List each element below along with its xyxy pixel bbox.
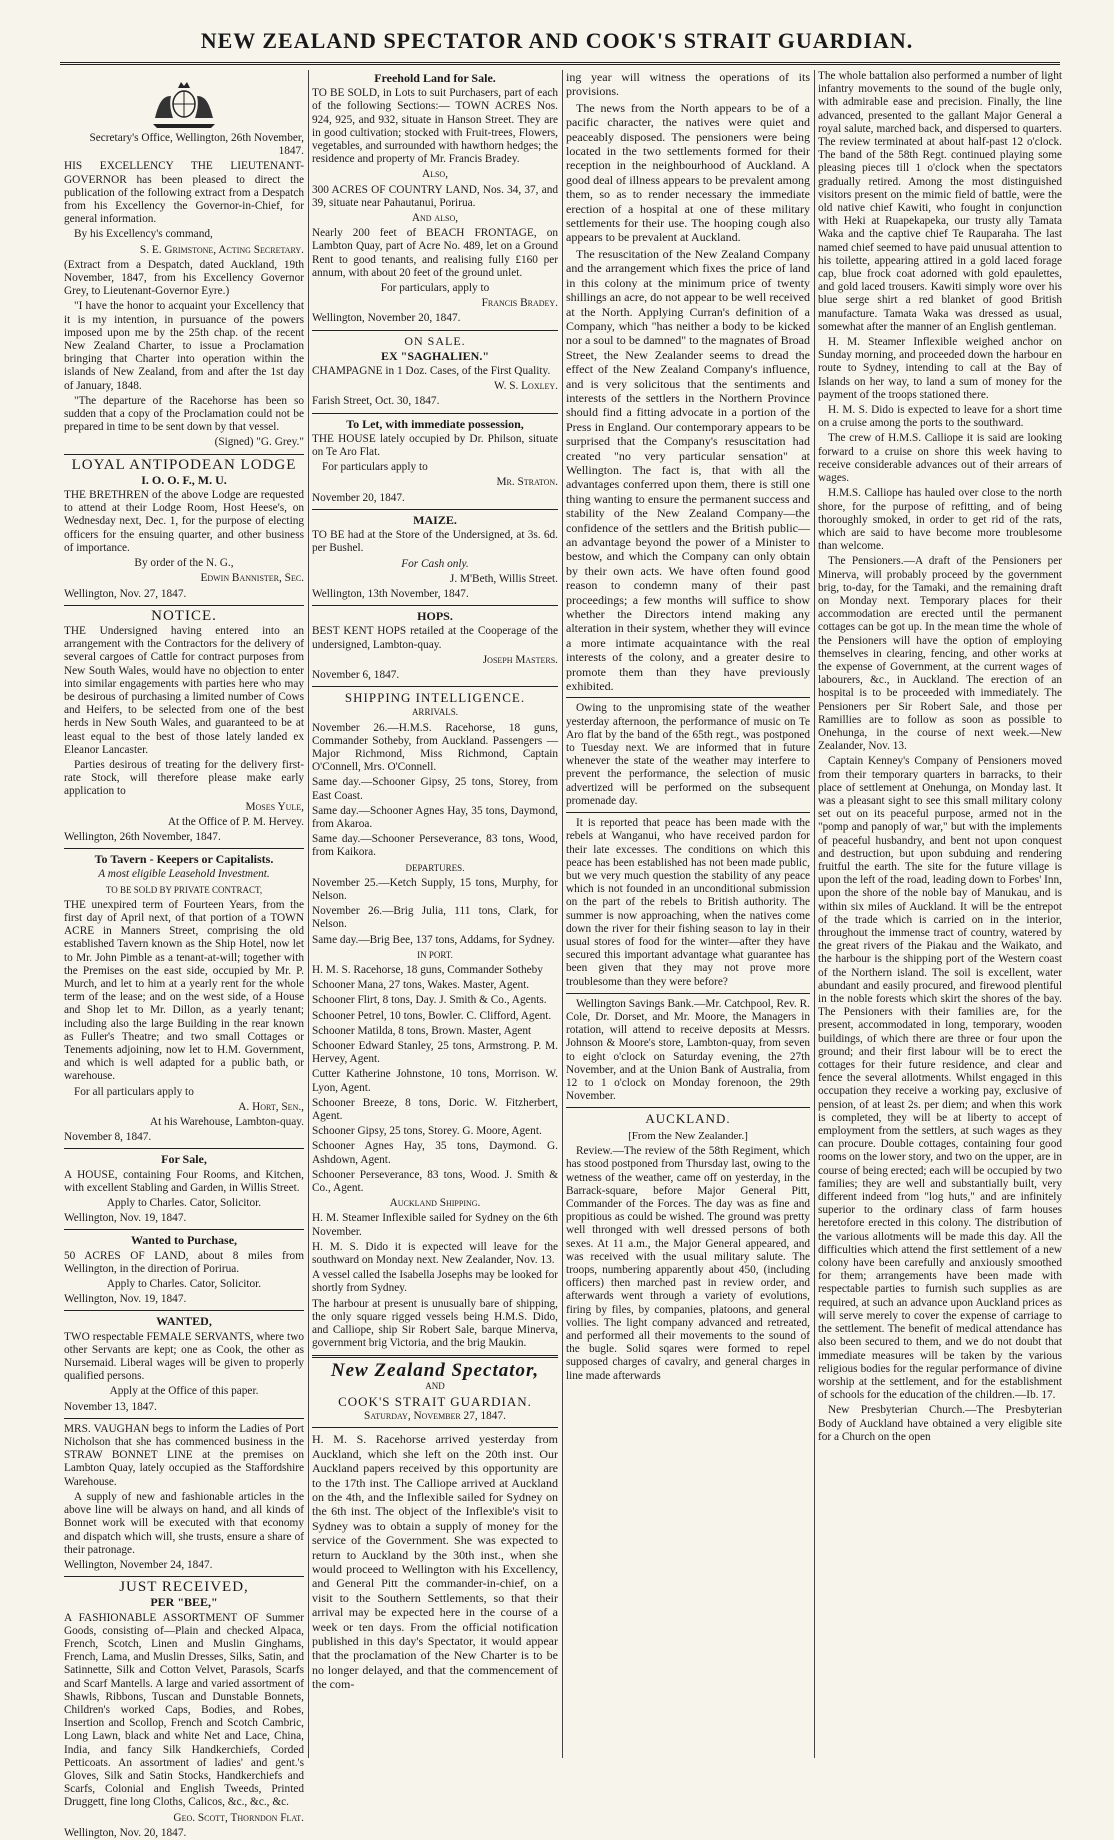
shipping-title: SHIPPING INTELLIGENCE.: [344, 690, 526, 706]
champagne-subtitle: EX "SAGHALIEN.": [380, 348, 489, 363]
tavern-place: At his Warehouse, Lambton-quay.: [149, 1116, 304, 1129]
news-item: Wellington Savings Bank.—Mr. Catchpool, Rev. R. Cole, Dr. Dorset, and Mr. Moore, the Managers in rotation, will attend to receive deposits at Messrs. Johnson & Moore's store, Lambton-quay, from seven to eight o'clock on Saturday evening, the 27th November, and at the Union Bank of Australia, from 12 to 1 o'clock on Monday forenoon, the 29th November.: [566, 997, 810, 1103]
news-item: Review.—The review of the 58th Regiment, which has stood postponed from Thursday last, owing to the wetness of the weather, came off on yesterday, in the Barrack-square, before Major General Pitt, Commander of the Forces. The day was as fine and propitious as could be wished. The ground was pretty well thronged with well dressed persons of both sexes. At 11 a.m., the Major General appeared, and was received with the usual military salute. The troops, numbering apparently about 450, (including officers) then marched past in review order, and afterwards went through a variety of evolutions, firing by files, by companies, platoons, and general vollies. The light company advanced and retreated, and performed all their movements to the sound of the bugle. Solid sqares were formed to repel supposed charges of cavalry, and general charges in line made afterwards: [566, 1145, 810, 1382]
tolet-signature: Mr. Straton.: [496, 476, 558, 489]
wanted-title: Wanted to Purchase,: [130, 1233, 238, 1248]
notice-date: Wellington, 26th November, 1847.: [64, 830, 221, 843]
auckland-shipping-heading: Auckland Shipping.: [389, 1197, 481, 1210]
tolet-body: THE HOUSE lately occupied by Dr. Philson, situate on Te Aro Flat.: [312, 432, 558, 459]
column-divider: [562, 70, 563, 1758]
vaughan-body: MRS. VAUGHAN begs to inform the Ladies of Port Nicholson that she has commenced business in the STRAW BONNET LINE at the premises on Lambton Quay, lately occupied as the Staffordshire Warehouse.: [64, 1422, 304, 1488]
editorial-text: The news from the North appears to be of a pacific character, the natives were quiet and peaceably disposed. The pensioners were being located in the two settlements formed for their reception in the neighbourhood of Auckland. A good deal of illness appears to be prevalent among them, so as to render necessary the immediate erection of a hospital at one of these military settlements for their use. The hooping cough also appears to be prevalent at Auckland.: [566, 100, 810, 245]
forsale-title: For Sale,: [161, 1152, 207, 1167]
shipping-entry: Cutter Katherine Johnstone, 10 tons, Morrison. W. Lyon, Agent.: [312, 1068, 558, 1094]
freehold-signature: Francis Bradey.: [481, 297, 558, 310]
shipping-entry: Same day.—Schooner Perseverance, 83 tons, Wood, from Kaikora.: [312, 833, 558, 859]
tavern-subtitle: A most eligible Leasehold Investment.: [98, 868, 270, 881]
notice-quote: "The departure of the Racehorse has been so sudden that a copy of the Proclamation could not be prepared in time to be sent down by that vessel.: [64, 394, 304, 434]
forsale-body: A HOUSE, containing Four Rooms, and Kitchen, with excellent Stabling and Garden, in Willis Street.: [64, 1168, 304, 1194]
notice-title: NOTICE.: [151, 607, 217, 624]
forsale-date: Wellington, Nov. 19, 1847.: [64, 1212, 187, 1225]
masthead: NEW ZEALAND SPECTATOR AND COOK'S STRAIT GUARDIAN.: [200, 28, 914, 53]
freehold-body: TO BE SOLD, in Lots to suit Purchasers, part of each of the following Sections:— TOWN ACRES Nos. 924, 925, and 932, situate in Hanson Street. They are in good cultivation; stocked with Fruit-trees, Flowers, vegetables, and surrounded with hawthorn hedges; the residence and property of Mr. Francis Bradey.: [312, 87, 558, 166]
maize-body: TO BE had at the Store of the Undersigned, at 3s. 6d. per Bushel.: [312, 529, 558, 555]
notice-quote: "I have the honor to acquaint your Excellency that it is my intention, in pursuance of the powers imposed upon me by the 25th chap. of the recent New Zealand Charter, to issue a Proclamation bringing that Charter into operation within the islands of New Zealand, from and after the 1st day of January, 1848.: [64, 300, 304, 392]
wanted-apply: Apply at the Office of this paper.: [109, 1385, 259, 1398]
column-divider: [814, 70, 815, 1758]
freehold-also: And also,: [411, 212, 459, 225]
notice-body: Parties desirous of treating for the delivery first-rate Stock, will therefore please make early application to: [64, 758, 304, 798]
shipping-entry: Schooner Matilda, 8 tons, Brown. Master, Agent: [312, 1024, 532, 1037]
notice-dateline: Secretary's Office, Wellington, 26th November, 1847.: [89, 132, 304, 158]
shipping-entry: H. M. S. Racehorse, 18 guns, Commander Sotheby: [312, 963, 543, 976]
inport-heading: IN PORT.: [417, 949, 453, 960]
inport-list: [312, 964, 558, 1195]
freehold-acres: 300 ACRES OF COUNTRY LAND, Nos. 34, 37, and 39, situate near Pahautanui, Porirua.: [312, 183, 558, 209]
wanted-apply: Apply to Charles. Cator, Solicitor.: [106, 1278, 262, 1291]
auckland-shipping-list: [312, 1212, 558, 1350]
notice-signed: (Signed) "G. Grey.": [214, 436, 304, 449]
departures-heading: DEPARTURES.: [405, 862, 465, 873]
maize-title: MAIZE.: [413, 512, 457, 527]
lodge-subtitle: I. O. O. F., M. U.: [141, 472, 227, 487]
freehold-date: Wellington, November 20, 1847.: [312, 312, 461, 325]
lodge-date: Wellington, Nov. 27, 1847.: [64, 587, 187, 600]
freehold-beach: Nearly 200 feet of BEACH FRONTAGE, on Lambton Quay, part of Acre No. 489, let on a Ground Rent to good tenants, and realising fully £160 per annum, with about 20 feet of the ground unlet.: [312, 227, 558, 279]
hops-date: November 6, 1847.: [312, 668, 400, 681]
notice-body: HIS EXCELLENCY THE LIEUTENANT-GOVERNOR has been pleased to direct the publication of the following extract from a Despatch from his Excellency the Governor-in-Chief, for general information.: [64, 160, 304, 226]
tolet-date: November 20, 1847.: [312, 491, 405, 504]
departures-list: [312, 877, 558, 947]
column-1: [64, 70, 304, 1839]
news-item: New Presbyterian Church.—The Presbyterian Body of Auckland have obtained a very eligible site for a Church on the open: [818, 1404, 1062, 1443]
auckland-heading: AUCKLAND.: [645, 1111, 731, 1127]
shipping-entry: A vessel called the Isabella Josephs may be looked for shortly from Sydney.: [312, 1269, 558, 1295]
notice-extract: (Extract from a Despatch, dated Auckland, 19th November, 1847, from his Excellency Governor Grey, to Lieutenant-Governor Eyre.): [64, 258, 304, 298]
champagne-date: Farish Street, Oct. 30, 1847.: [312, 395, 440, 408]
news-item: Captain Kenney's Company of Pensioners moved from their temporary quarters in barracks, to their place of settlement at Onehunga, on Monday last. It was a pleasant sight to see this small military colony set out on its peaceful purpose, armed not in the "pomp and panoply of war," but with the implements of peaceful husbandry, and bent not upon conquest and destruction, but upon subduing and rendering fruitful the earth. The site for the future village is upon the left of the road, leading down to Forbes' Inn, upon the shore of the noble bay of Manukau, and is within six miles of Auckland. It will be the entrepot of the trade which is carried on in the interior, throughout the immense tract of country, watered by the great rivers of the Piakau and the Waikato, and the harbour is the shipping port of the Western coast of the Northern island. The soil is excellent, water abundant and easily procured, and firewood plentiful in the noble forests which skirt the shores of the bay. The Pensioners with their families are, for the present, accommodated in long, temporary, wooden buildings, of which there are three or four upon the ground; and their first labour will be to erect the cottages for their future residence, and clear and fence the several allotments. Whilst engaged in this occupation they receive a working pay, exclusive of pension, of at least 2s. per diem; and when this work is completed, they will be at liberty to accept of employment from the settlers, at such wages as they can procure. Double cottages, containing four good rooms on the lower story, and two on the upper, are in course of being erected; each will be occupied by two families; they are well and substantially built, very different indeed from "log huts," and are infinitely superior to the ordinary class of farm houses heretofore erected in this colony. The distribution of the various allotments will be made this day. All the difficulties which attend the first settlement of a new colony have been carefully and anxiously smoothed for them; arrangements have been made with respectable parties to furnish such supplies as are required, at such an advance upon Auckland prices as will serve merely to cover the expense of carriage to the settlement. The benefit of medical attendance has also been secured to them, and we do not doubt that immediate measures will be taken by the various religious bodies for the regular performance of divine worship at the settlement, and for the establishment of schools for the education of the children.—Ib. 17.: [818, 755, 1062, 1402]
received-signature: Geo. Scott, Thorndon Flat.: [173, 1811, 304, 1824]
wanted-body: TWO respectable FEMALE SERVANTS, where two other Servants are kept; one as Cook, the other as Nursemaid. Liberal wages will be given to properly qualified persons.: [64, 1330, 304, 1383]
wanted-title: WANTED,: [156, 1314, 212, 1329]
shipping-entry: Schooner Gipsy, 25 tons, Storey. G. Moore, Agent.: [312, 1125, 542, 1138]
shipping-entry: Schooner Flirt, 8 tons, Day. J. Smith & Co., Agents.: [312, 994, 547, 1007]
paper-subtitle: COOK'S STRAIT GUARDIAN.: [338, 1393, 532, 1409]
column-4: [818, 70, 1062, 1758]
arrivals-heading: ARRIVALS.: [411, 707, 459, 718]
maize-cash: For Cash only.: [401, 557, 469, 570]
tavern-date: November 8, 1847.: [64, 1131, 152, 1144]
hops-signature: Joseph Masters.: [482, 653, 558, 666]
forsale-apply: Apply to Charles. Cator, Solicitor.: [106, 1197, 262, 1210]
shipping-entry: November 26.—Brig Julia, 111 tons, Clark, for Nelson.: [312, 905, 558, 931]
wanted-body: 50 ACRES OF LAND, about 8 miles from Wellington, in the direction of Porirua.: [64, 1249, 304, 1275]
notice-signature: Moses Yule,: [245, 800, 304, 813]
editorial-text: The resuscitation of the New Zealand Company and the arrangement which fixes the price of land in this colony at the minimum price of twenty shillings an acre, do not appear to be well received at the North. Applying Curran's definition of a Company, which "has neither a body to be kicked nor a soul to be damned" to the magnates of Broad Street, the New Zealander seems to dread the effect of the New Zealand Company's influence, and is very solicitous that the sentiments and interests of the settlers in the Northern Province should find a fitting advocate in a portion of the Press in England. Our contemporary appears to be surprised that the Company's resuscitation had created "no very particular sensation" at Wellington. The fact is, that with all the advantages conferred upon them, there is still one thing wanting to ensure the permanent success and stability of the New Zealand Company—the confidence of the settlers and the British public—an advantage beyond the power of a Minister to bestow, and which the Company can only obtain by their own acts. We have often found good reason to condemn many of their past proceedings; a few months will suffice to show whether the Directors intend making any alteration in their system, whether they will evince a more intimate acquaintance with the real interests of the colony, and a greater desire to promote them than they have previously exhibited.: [566, 246, 810, 694]
shipping-entry: Schooner Edward Stanley, 25 tons, Armstrong. P. M. Hervey, Agent.: [312, 1040, 558, 1066]
shipping-entry: Schooner Agnes Hay, 35 tons, Daymond. G. Ashdown, Agent.: [312, 1140, 558, 1166]
notice-place: At the Office of P. M. Hervey.: [167, 815, 304, 828]
tavern-signature: A. Hort, Sen.,: [238, 1100, 304, 1113]
paper-and: AND: [425, 1380, 445, 1391]
news-item: H.M.S. Calliope has hauled over close to the north shore, for the purpose of refitting, and of being thoroughly smoked, in order to get rid of the rats, which are said to have become more troublesome than welcome.: [818, 487, 1062, 553]
hops-body: BEST KENT HOPS retailed at the Cooperage of the undersigned, Lambton-quay.: [312, 625, 558, 651]
vaughan-date: Wellington, November 24, 1847.: [64, 1558, 213, 1571]
shipping-entry: H. M. Steamer Inflexible sailed for Sydney on the 6th November.: [312, 1212, 558, 1238]
lodge-body: THE BRETHREN of the above Lodge are requested to attend at their Lodge Room, Host Heese's, on Wednesday next, Dec. 1, for the purpose of electing officers for the ensuing quarter, and other business of importance.: [64, 489, 304, 554]
news-item: H. M. Steamer Inflexible weighed anchor on Sunday morning, and proceeded down the harbour en route to Sydney, intending to call at the Bay of Islands on her way, to land a sum of money for the payment of the troops stationed there.: [818, 336, 1062, 401]
news-item: The whole battalion also performed a number of light infantry movements to the sound of the bugle only, with admirable ease and precision. Finally, the line advanced, presented to the gallant Major General a royal salute, marched back, and dispersed to quarters. The review terminated at about half-past 12 o'clock. The band of the 58th Regt. continued playing some pleasing pieces till 1 o'clock when the spectators gradually retired. Among the most distinguished visitors present on the mimic field of battle, were the old native chief Kawiti, who fought in conjunction with Heki at Ruapekapeka, our trusty ally Tamata Waka and the captive chief Te Rauparaha. The last named chief seemed to have paid unusual attention to his toilette, appearing attired in a gold laced forage cap, blue frock coat adorned with gold epaulettes, and gold laced trousers. Kawiti simply wore over his blue serge shirt a red blanket of good British manufacture. Tamata Waka was dressed as usual, somewhat after the manner of an English gentleman.: [818, 70, 1062, 333]
notice-body: THE Undersigned having entered into an arrangement with the Contractors for the delivery of several cargoes of Cattle for contract purposes from New South Wales, would have no objection to enter into similar engagements with parties here who may be desirous of purchasing a limited number of Cows and Heifers, to be selected from one of the best herds in New South Wales, and guaranteed to be at least equal to the best of those lately landed ex Eleanor Lancaster.: [64, 624, 304, 756]
royal-arms-icon: [149, 74, 219, 130]
shipping-entry: November 26.—H.M.S. Racehorse, 18 guns, Commander Sotheby, from Auckland. Passengers —Major Richmond, Miss Richmond, Captain O'Connell, Mrs. O'Connell.: [312, 721, 558, 774]
tavern-body: For all particulars apply to: [74, 1085, 194, 1098]
column-2: [312, 70, 558, 1758]
shipping-entry: November 25.—Ketch Supply, 15 tons, Murphy, for Nelson.: [312, 876, 558, 902]
shipping-entry: Schooner Perseverance, 83 tons, Wood. J. Smith & Co., Agent.: [312, 1168, 558, 1195]
notice-signature: S. E. Grimstone, Acting Secretary.: [139, 243, 304, 256]
shipping-entry: Same day.—Brig Bee, 137 tons, Addams, for Sydney.: [312, 933, 555, 946]
received-date: Wellington, Nov. 20, 1847.: [64, 1826, 187, 1839]
news-item: The Pensioners.—A draft of the Pensioners per Minerva, will probably proceed by the government brig, to-day, for the Tamaki, and the remaining draft on Monday next. Temporary places for their accommodation are erected until the permanent cottages can be got up. In the mean time the whole of the Pensioners will have the option of employing themselves in clearing, fencing, and other works at the expense of Government, at the current wages of labourers, &c., in Auckland. The erection of an hospital is to be proceeded with immediately. The Pensioners per Sir Robert Sale, and those per Ramillies are to follow as soon as possible to Onehunga, in the course of next week.—New Zealander, Nov. 13.: [818, 555, 1062, 753]
news-item: Owing to the unpromising state of the weather yesterday afternoon, the performance of music on Te Aro flat by the band of the 65th regt., was postponed to Tuesday next. We are informed that in future whenever the state of the weather may interfere to prevent the performance, the selection of music advertized will be performed on the subsequent promenade day.: [566, 702, 810, 807]
champagne-signature: W. S. Loxley.: [493, 380, 558, 393]
editorial-text: ing year will witness the operations of its provisions.: [566, 70, 810, 99]
lodge-order: By order of the N. G.,: [134, 557, 234, 570]
shipping-entry: Same day.—Schooner Gipsy, 25 tons, Storey, from East Coast.: [312, 776, 558, 802]
editorial-text: H. M. S. Racehorse arrived yesterday from Auckland, which she left on the 20th inst. Our Auckland papers received by this opportunity are to the 17th inst. The Calliope arrived at Auckland on the 4th, and the Inflexible sailed for Sydney on the 6th inst. The object of the Inflexible's visit to Sydney was to obtain a supply of money for the service of the Government. She was expected to return to Auckland by the 30th inst., when she would proceed to Wellington with his Excellency, and General Pitt the commander-in-chief, on a visit to the Southern Settlements, so that their arrival may be expected here in the course of a week or ten days. From the official notification published in this day's Spectator, it would appear that the proclamation of the New Charter is to be no longer delayed, and that the commencement of the com-: [312, 1432, 558, 1692]
paper-title: New Zealand Spectator,: [330, 1360, 540, 1382]
shipping-entry: Same day.—Schooner Agnes Hay, 35 tons, Daymond, from Akaroa.: [312, 804, 558, 830]
tavern-title: To Tavern - Keepers or Capitalists.: [94, 852, 274, 867]
hops-title: HOPS.: [417, 609, 453, 624]
freehold-title: Freehold Land for Sale.: [374, 71, 496, 85]
column-3: [566, 70, 810, 1758]
wanted-date: Wellington, Nov. 19, 1847.: [64, 1293, 187, 1306]
champagne-body: CHAMPAGNE in 1 Doz. Cases, of the First Quality.: [312, 365, 551, 378]
shipping-entry: Schooner Mana, 27 tons, Wakes. Master, Agent.: [312, 979, 530, 992]
maize-signature: J. M'Beth, Willis Street.: [449, 572, 558, 585]
paper-date: Saturday, November 27, 1847.: [364, 1410, 506, 1423]
received-body: A FASHIONABLE ASSORTMENT OF Summer Goods, consisting of—Plain and checked Alpaca, French, Scotch, Linen and Muslin Ginghams, French, Lama, and Muslin Dresses, Silks, Satin, and Satinnette, Silk and Cotton Velvet, Parasols, Scarfs and Scarf Mantells. A large and varied assortment of Shawls, Ribbons, Tuscan and Dunstable Bonnets, Children's worked Caps, Bodies, and Robes, Insertion and Scollop, French and Scotch Cambric, Long Lawn, black and white Net and Lace, China, India, and fancy Silk Handkerchiefs, Corded Petticoats. An assortment of ladies' and gent.'s Gloves, Silk and Satin Stocks, Handkerchiefs and Scarfs, Colonial and English Tweeds, Printed Druggett, fine long Cloths, Calicos, &c., &c., &c.: [64, 1611, 304, 1809]
vaughan-body: A supply of new and fashionable articles in the above line will be always on hand, and all kinds of Bonnet work will be executed with that economy and dispatch which will, she trusts, ensure a share of their patronage.: [64, 1490, 304, 1556]
freehold-also: Also,: [421, 168, 449, 181]
news-item: H. M. S. Dido is expected to leave for a short time on a cruise among the ports to the southward.: [818, 404, 1062, 430]
champagne-title: ON SALE.: [404, 333, 466, 348]
lodge-signature: Edwin Bannister, Sec.: [200, 572, 304, 585]
column-divider: [308, 70, 309, 1758]
news-item: It is reported that peace has been made with the rebels at Wanganui, who have received pardon for their late excesses. The conditions on which this peace has been established has not been made public, but we very much question the stability of any peace which is not founded in an unconditional submission on the part of the rebels to British authority. The summer is now approaching, when the natives come down the river for their fishing season to lay in their usual stores of food for the winter—after they have secured this important advantage what guarantee has been given that they may not prove more troublesome than they were before?: [566, 817, 810, 988]
shipping-entry: H. M. S. Dido it is expected will leave for the southward on Monday next. New Zealander, Nov. 13.: [312, 1240, 558, 1267]
notice-command: By his Excellency's command,: [74, 228, 213, 241]
freehold-apply: For particulars, apply to: [380, 282, 490, 295]
wanted-date: November 13, 1847.: [64, 1400, 157, 1413]
received-subtitle: PER "BEE,": [150, 1595, 218, 1610]
arrivals-list: [312, 722, 558, 860]
shipping-entry: Schooner Petrel, 10 tons, Bowler. C. Clifford, Agent.: [312, 1009, 552, 1022]
maize-date: Wellington, 13th November, 1847.: [312, 587, 469, 600]
lodge-title: LOYAL ANTIPODEAN LODGE: [71, 456, 297, 473]
received-title: JUST RECEIVED,: [119, 1579, 249, 1596]
shipping-entry: The harbour at present is unusually bare of shipping, the only square rigged vessels being H.M.S. Dido, and Calliope, ship Sir Robert Sale, barque Minerva, government brig Victoria, and the brig Maukin.: [312, 1297, 558, 1350]
tolet-title: To Let, with immediate possession,: [346, 416, 524, 431]
shipping-entry: Schooner Breeze, 8 tons, Doric. W. Fitzherbert, Agent.: [312, 1096, 558, 1123]
tavern-subtitle: TO BE SOLD BY PRIVATE CONTRACT,: [105, 884, 263, 895]
source-note: [From the New Zealander.]: [628, 1129, 748, 1142]
news-item: The crew of H.M.S. Calliope it is said are looking forward to a cruise on shore this week having to receive considerable advances out of their arrears of wages.: [818, 432, 1062, 485]
tolet-apply: For particulars apply to: [322, 461, 428, 474]
tavern-body: THE unexpired term of Fourteen Years, from the first day of April next, of that portion of a TOWN ACRE in Manners Street, comprising the old established Tavern known as the Ship Hotel, now let to Mr. John Pimble as a tenant-at-will; together with the Premises on the east side, occupied by Mr. P. Murch, and let to him at a yearly rent for the whole term of the lease; and on the west side, of a House and Shop let to Mr. Dillon, as a yearly tenant; including also the large Building in the rear known as Fuller's Theatre; and two small Cottages or Tenements adjoining, now let to H.M. Government, and which is well adapted for a public bath, or warehouse.: [64, 898, 304, 1083]
masthead-rule: [60, 62, 1060, 65]
